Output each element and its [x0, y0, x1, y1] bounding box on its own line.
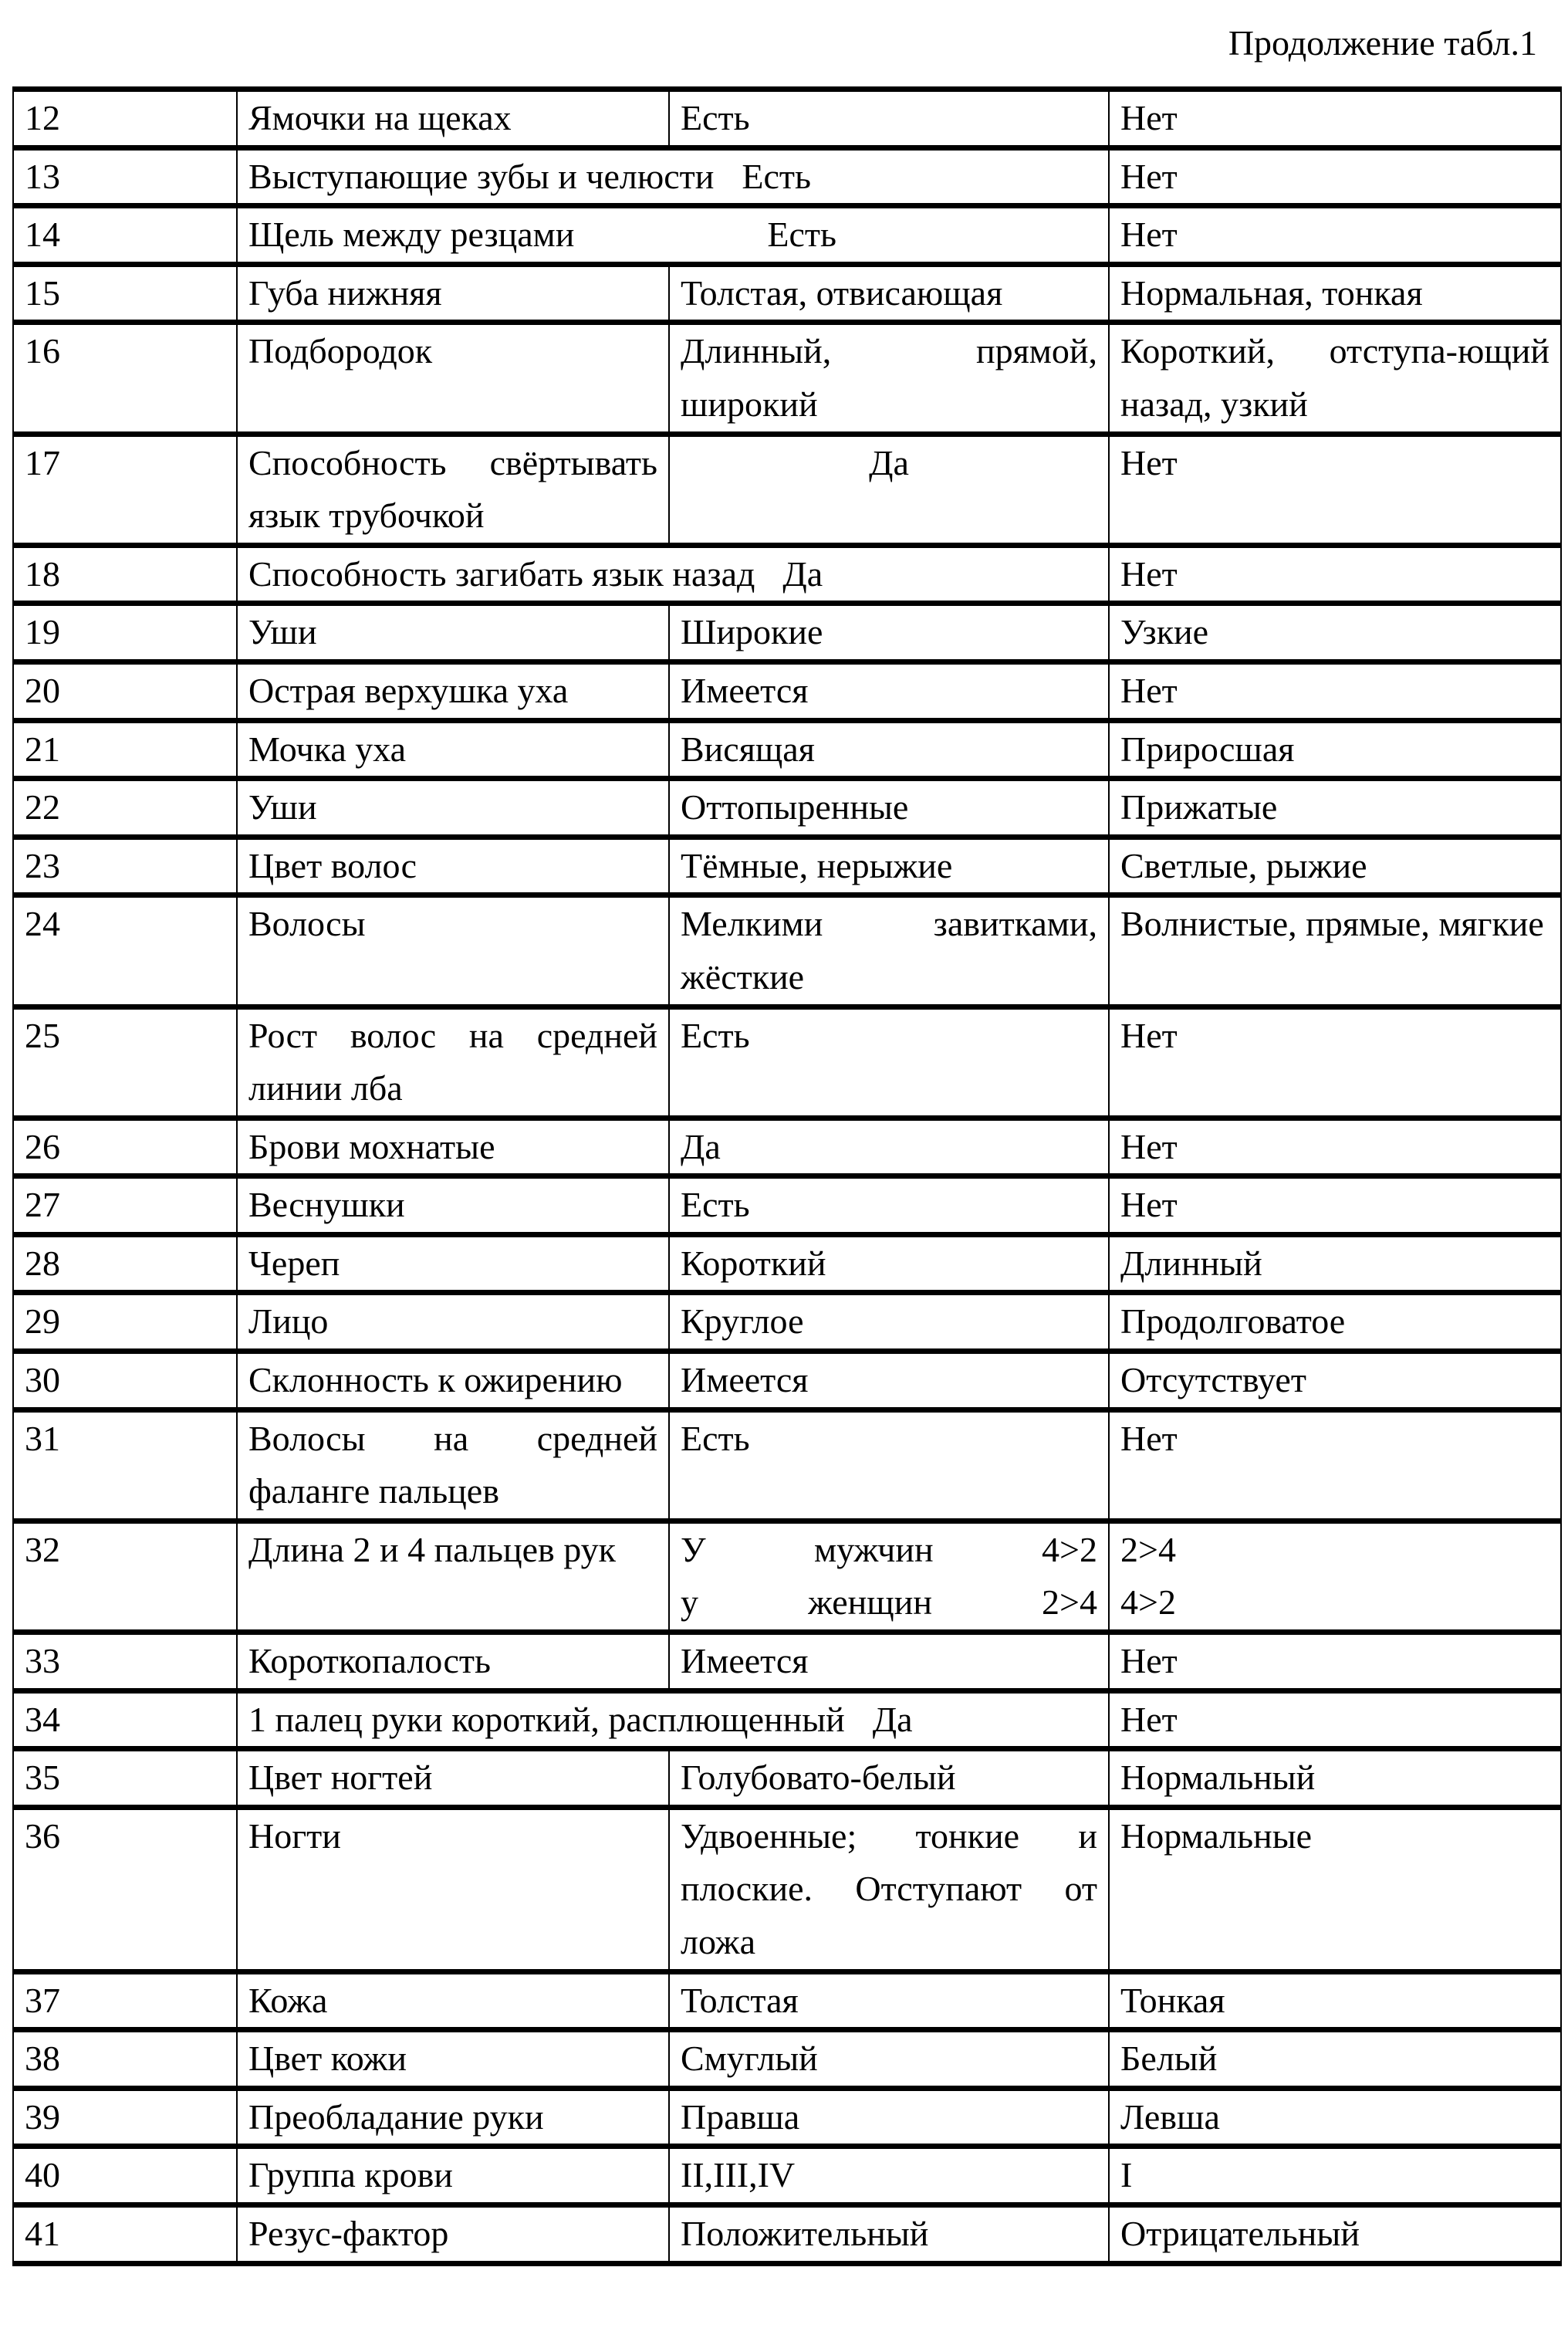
dominant-value: Да [873, 1700, 913, 1739]
trait-name: Уши [237, 604, 669, 662]
trait-name: Коротко­палость [237, 1633, 669, 1691]
recessive-value: Волнистые, прямые, мягкие [1109, 895, 1561, 1007]
row-number: 23 [13, 837, 237, 895]
table-caption: Продолжение табл.1 [1228, 20, 1537, 66]
recessive-value: Нет [1109, 434, 1561, 545]
table-row [13, 206, 1561, 265]
row-number: 38 [13, 2030, 237, 2089]
row-number: 17 [13, 434, 237, 545]
trait-name: Цвет кожи [237, 2030, 669, 2089]
trait-name: Группа крови [237, 2147, 669, 2205]
trait-name: Лицо [237, 1293, 669, 1352]
table-row [13, 147, 1561, 206]
value-part: женщин [808, 1576, 932, 1629]
row-number: 22 [13, 779, 237, 837]
trait-name: 1 палец руки короткий, расплющенный [248, 1700, 845, 1739]
table-row [13, 1007, 1561, 1118]
table-row [13, 1118, 1561, 1176]
row-number: 27 [13, 1176, 237, 1235]
recessive-value: Нормальная, тонкая [1109, 264, 1561, 323]
trait-name: Выступающие зубы и челюсти [248, 157, 714, 196]
recessive-value [1109, 1521, 1561, 1632]
table-row [13, 1293, 1561, 1352]
table-row [13, 1409, 1561, 1521]
recessive-value-line: 2>4 [1120, 1524, 1549, 1577]
row-number: 16 [13, 323, 237, 434]
dominant-value: Да [782, 554, 823, 594]
row-number: 25 [13, 1007, 237, 1118]
value-part: У [681, 1524, 706, 1577]
dominant-value: Мелкими завитками, жёсткие [669, 895, 1109, 1007]
trait-name: Преобладание руки [237, 2088, 669, 2147]
dominant-value: Правша [669, 2088, 1109, 2147]
trait-name: Длина 2 и 4 пальцев рук [237, 1521, 669, 1632]
trait-name: Способность загибать язык назад [248, 554, 755, 594]
trait-name: Волосы на средней фаланге пальцев [237, 1409, 669, 1521]
dominant-value: Имеется [669, 1633, 1109, 1691]
row-number: 13 [13, 147, 237, 206]
recessive-value: Нет [1109, 206, 1561, 265]
trait-cell [237, 1690, 1109, 1749]
recessive-value: Прижатые [1109, 779, 1561, 837]
trait-name: Щель между резцами [248, 215, 574, 254]
dominant-value: Есть [669, 1409, 1109, 1521]
table-row [13, 837, 1561, 895]
table-row [13, 604, 1561, 662]
table-row [13, 1234, 1561, 1293]
recessive-value: Нет [1109, 1409, 1561, 1521]
table-row [13, 2147, 1561, 2205]
trait-name: Цвет ногтей [237, 1749, 669, 1808]
dominant-value: Смуглый [669, 2030, 1109, 2089]
trait-cell [237, 545, 1109, 604]
row-number: 18 [13, 545, 237, 604]
trait-name: Острая верхушка уха [237, 662, 669, 720]
dominant-value: Толстая [669, 1971, 1109, 2030]
table-row [13, 895, 1561, 1007]
recessive-value: Узкие [1109, 604, 1561, 662]
trait-name: Уши [237, 779, 669, 837]
recessive-value: Нормальные [1109, 1807, 1561, 1971]
recessive-value: Нет [1109, 662, 1561, 720]
dominant-value: Короткий [669, 1234, 1109, 1293]
recessive-value: Продолговатое [1109, 1293, 1561, 1352]
table-row [13, 720, 1561, 779]
dominant-value: Широкие [669, 604, 1109, 662]
row-number: 35 [13, 1749, 237, 1808]
recessive-value: Приросшая [1109, 720, 1561, 779]
table-row [13, 2204, 1561, 2263]
trait-name: Мочка уха [237, 720, 669, 779]
row-number: 19 [13, 604, 237, 662]
row-number: 15 [13, 264, 237, 323]
dominant-value-line [681, 1576, 1097, 1629]
recessive-value: Отсутствует [1109, 1352, 1561, 1410]
dominant-value: Удвоенные; тонкие и плоские. Отступают от ложа [669, 1807, 1109, 1971]
dominant-value: Есть [669, 90, 1109, 148]
table-row [13, 1749, 1561, 1808]
trait-name: Волосы [237, 895, 669, 1007]
row-number: 21 [13, 720, 237, 779]
recessive-value: Белый [1109, 2030, 1561, 2089]
dominant-value: Толстая, отвисающая [669, 264, 1109, 323]
row-number: 34 [13, 1690, 237, 1749]
dominant-value: Висящая [669, 720, 1109, 779]
recessive-value: Светлые, рыжие [1109, 837, 1561, 895]
dominant-value: Имеется [669, 662, 1109, 720]
trait-name: Ногти [237, 1807, 669, 1971]
recessive-value: Тонкая [1109, 1971, 1561, 2030]
dominant-value: Имеется [669, 1352, 1109, 1410]
trait-name: Ямочки на щеках [237, 90, 669, 148]
recessive-value: Отрицательный [1109, 2204, 1561, 2263]
trait-name: Способность свёртывать язык трубочкой [237, 434, 669, 545]
value-part: 4>2 [1042, 1524, 1097, 1577]
recessive-value: Нет [1109, 1007, 1561, 1118]
recessive-value-line: 4>2 [1120, 1576, 1549, 1629]
dominant-value-line [681, 1524, 1097, 1577]
table-row [13, 323, 1561, 434]
row-number: 36 [13, 1807, 237, 1971]
table-row [13, 1633, 1561, 1691]
table-row [13, 1176, 1561, 1235]
dominant-value: Есть [669, 1176, 1109, 1235]
dominant-value: Есть [742, 157, 811, 196]
recessive-value: Нет [1109, 545, 1561, 604]
row-number: 24 [13, 895, 237, 1007]
table-row [13, 2088, 1561, 2147]
row-number: 20 [13, 662, 237, 720]
trait-name: Склонность к ожирению [237, 1352, 669, 1410]
dominant-value: Длинный, прямой, широкий [669, 323, 1109, 434]
recessive-value: Короткий, отступа-ющий назад, узкий [1109, 323, 1561, 434]
trait-name: Брови мохнатые [237, 1118, 669, 1176]
recessive-value: Нет [1109, 1176, 1561, 1235]
recessive-value: Нет [1109, 1118, 1561, 1176]
table-row [13, 90, 1561, 148]
recessive-value: Нормальный [1109, 1749, 1561, 1808]
trait-cell [237, 147, 1109, 206]
dominant-value [669, 1521, 1109, 1632]
row-number: 39 [13, 2088, 237, 2147]
table-row [13, 662, 1561, 720]
recessive-value: I [1109, 2147, 1561, 2205]
table-row [13, 1521, 1561, 1632]
table-row [13, 1807, 1561, 1971]
row-number: 14 [13, 206, 237, 265]
row-number: 12 [13, 90, 237, 148]
dominant-value: Есть [767, 215, 836, 254]
row-number: 41 [13, 2204, 237, 2263]
dominant-value: Положительный [669, 2204, 1109, 2263]
table-row [13, 1690, 1561, 1749]
dominant-value: Есть [669, 1007, 1109, 1118]
table-row [13, 545, 1561, 604]
row-number: 33 [13, 1633, 237, 1691]
dominant-value: Круглое [669, 1293, 1109, 1352]
dominant-value: Голубовато-белый [669, 1749, 1109, 1808]
row-number: 30 [13, 1352, 237, 1410]
row-number: 40 [13, 2147, 237, 2205]
trait-name: Резус-фактор [237, 2204, 669, 2263]
value-part: мужчин [814, 1524, 934, 1577]
recessive-value: Нет [1109, 1633, 1561, 1691]
recessive-value: Нет [1109, 90, 1561, 148]
trait-name: Губа нижняя [237, 264, 669, 323]
traits-table [12, 86, 1562, 2266]
table-row [13, 264, 1561, 323]
table-row [13, 779, 1561, 837]
table-row [13, 2030, 1561, 2089]
table-row [13, 434, 1561, 545]
recessive-value: Нет [1109, 147, 1561, 206]
recessive-value: Нет [1109, 1690, 1561, 1749]
row-number: 26 [13, 1118, 237, 1176]
value-part: 2>4 [1042, 1576, 1097, 1629]
trait-name: Подбородок [237, 323, 669, 434]
trait-name: Цвет волос [237, 837, 669, 895]
trait-name: Череп [237, 1234, 669, 1293]
recessive-value: Длинный [1109, 1234, 1561, 1293]
traits-table-body [13, 90, 1561, 2264]
row-number: 29 [13, 1293, 237, 1352]
trait-name: Кожа [237, 1971, 669, 2030]
dominant-value: Да [669, 434, 1109, 545]
trait-name: Рост волос на средней линии лба [237, 1007, 669, 1118]
dominant-value: II,III,IV [669, 2147, 1109, 2205]
row-number: 28 [13, 1234, 237, 1293]
dominant-value: Да [669, 1118, 1109, 1176]
dominant-value: Оттопыренные [669, 779, 1109, 837]
recessive-value: Левша [1109, 2088, 1561, 2147]
value-part: у [681, 1576, 698, 1629]
row-number: 32 [13, 1521, 237, 1632]
table-row [13, 1971, 1561, 2030]
row-number: 37 [13, 1971, 237, 2030]
row-number: 31 [13, 1409, 237, 1521]
table-row [13, 1352, 1561, 1410]
dominant-value: Тёмные, нерыжие [669, 837, 1109, 895]
trait-cell [237, 206, 1109, 265]
trait-name: Веснушки [237, 1176, 669, 1235]
